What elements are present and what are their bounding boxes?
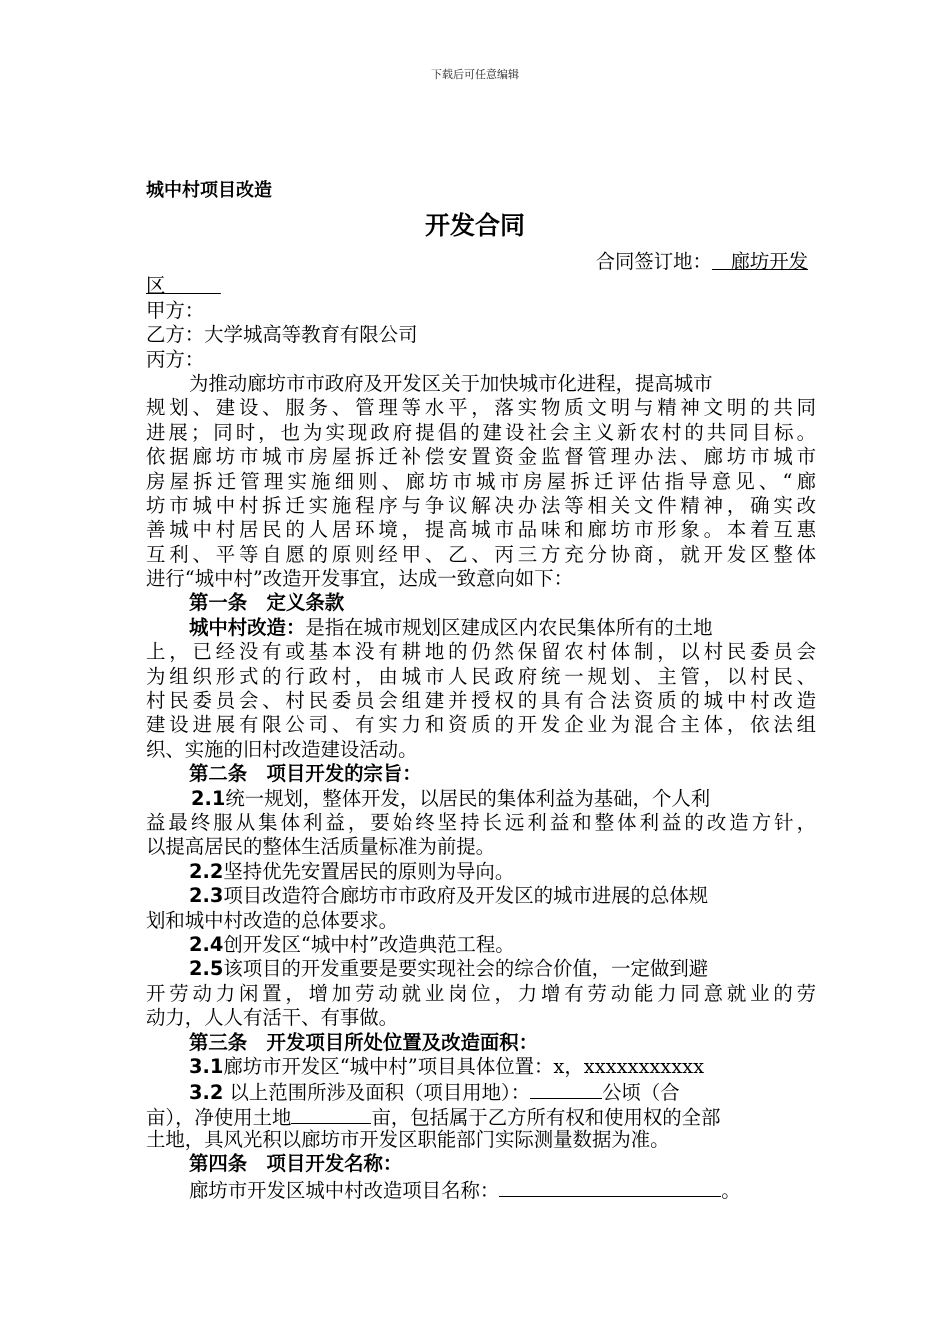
intro-line: 进行“城中村”改造开发事宜，达成一致意向如下： [146,567,574,591]
article-3-heading: 第三条 开发项目所处位置及改造面积： [189,1030,539,1054]
article-1-line: 村民委员会、村民委员会组建并授权的具有合法资质的城中村改造 [146,689,816,713]
intro-line: 房屋拆迁管理实施细则、廊坊市城市房屋拆迁评估指导意见、“廊 [146,469,816,493]
clause-2-1-cont: 益最终服从集体利益，要始终坚持长远利益和整体利益的改造方针， [146,810,816,834]
article-4-heading: 第四条 项目开发名称： [189,1152,403,1176]
article-1-line: 城中村改造：是指在城市规划区建成区内农民集体所有的土地 [189,615,713,639]
clause-3-2-cont: 亩），净使用土地 亩，包括属于乙方所有权和使用权的全部 [146,1105,721,1129]
intro-line: 依据廊坊市城市房屋拆迁补偿安置资金监督管理办法、廊坊市城市 [146,445,816,469]
clause-3-2: 3.2 以上范围所涉及面积（项目用地）： 公顷（合 [189,1081,680,1105]
clause-2-3-cont: 划和城中村改造的总体要求。 [146,908,399,932]
clause-3-1: 3.1廊坊市开发区“城中村”项目具体位置：x，xxxxxxxxxxx [189,1054,705,1078]
article-1-heading: 第一条 定义条款 [189,591,345,615]
article-1-line: 建设进展有限公司、有实力和资质的开发企业为混合主体，依法组 [146,713,816,737]
party-a: 甲方： [146,298,205,322]
article-2-heading: 第二条 项目开发的宗旨： [189,762,422,786]
clause-2-5: 2.5该项目的开发重要是要实现社会的综合价值，一定做到避 [189,957,709,981]
intro-line: 进展；同时，也为实现政府提倡的建设社会主义新农村的共同目标。 [146,420,816,444]
article-1-line: 织、实施的旧村改造建设活动。 [146,737,418,761]
article-1-line: 上，已经没有或基本没有耕地的仍然保留农村体制，以村民委员会 [146,640,816,664]
intro-line: 互利、平等自愿的原则经甲、乙、丙三方充分协商，就开发区整体 [146,542,816,566]
party-c: 丙方： [146,347,205,371]
area-hectare-blank[interactable] [530,1079,602,1099]
project-name-blank[interactable] [499,1177,721,1197]
clause-2-5-cont: 开劳动力闲置，增加劳动就业岗位，力增有劳动能力同意就业的劳 [146,981,816,1005]
clause-3-2-cont: 土地，具风光积以廊坊市开发区职能部门实际测量数据为准。 [146,1128,670,1152]
sign-place-label: 合同签订地： [595,250,712,273]
article-4-line: 廊坊市开发区城中村改造项目名称： 。 [189,1178,741,1202]
clause-2-1: 2.1统一规划，整体开发，以居民的集体利益为基础，个人利 [191,786,711,810]
clause-2-3: 2.3项目改造符合廊坊市市政府及开发区的城市进展的总体规 [189,884,709,908]
sign-place-continued: 区 [146,274,166,298]
article-1-line: 为组织形式的行政村，由城市人民政府统一规划、主管，以村民、 [146,664,816,688]
document-title: 开发合同 [424,211,525,240]
net-land-blank[interactable] [291,1104,371,1124]
intro-line: 坊市城中村拆迁实施程序与争议解决办法等相关文件精神，确实改 [146,493,816,517]
clause-2-4: 2.4创开发区“城中村”改造典范工程。 [189,932,515,956]
sign-place-line [146,250,816,274]
clause-2-1-cont: 以提高居民的整体生活质量标准为前提。 [146,835,496,859]
intro-line: 规划、建设、服务、管理等水平，落实物质文明与精神文明的共同 [146,396,816,420]
clause-2-5-cont: 动力，人人有活干、有事做。 [146,1006,399,1030]
intro-line: 善城中村居民的人居环境，提高城市品味和廊坊市形象。本着互惠 [146,518,816,542]
document-subtitle: 城中村项目改造 [146,180,272,201]
document-body [146,250,816,1201]
intro-line: 为推动廊坊市市政府及开发区关于加快城市化进程，提高城市 [189,371,713,395]
page-header-note: 下载后可任意编辑 [431,68,519,81]
sign-place-value: 廊坊开发 [730,250,808,273]
party-b: 乙方：大学城高等教育有限公司 [146,323,418,347]
clause-2-2: 2.2坚持优先安置居民的原则为导向。 [189,859,515,883]
article-1-term: 城中村改造： [189,615,306,639]
